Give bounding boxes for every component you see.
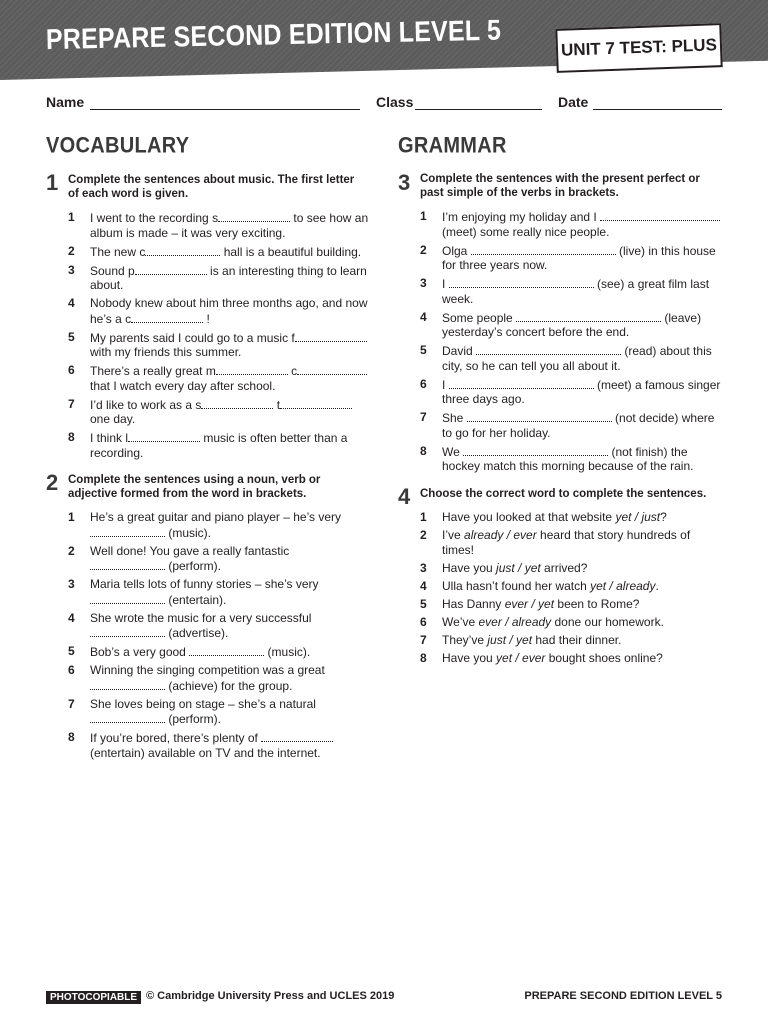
- list-item: 6 Winning the singing competition was a great (achieve) for the group.: [68, 663, 325, 693]
- list-item: 3 Have you just / yet arrived?: [420, 560, 588, 575]
- answer-gap[interactable]: [216, 363, 288, 375]
- vocabulary-heading: VOCABULARY: [46, 134, 190, 159]
- answer-gap[interactable]: [471, 243, 616, 255]
- page-title: PREPARE SECOND EDITION LEVEL 5: [45, 14, 502, 57]
- answer-gap[interactable]: [516, 310, 661, 322]
- list-item: 5 Has Danny ever / yet been to Rome?: [420, 596, 640, 611]
- date-field[interactable]: [593, 109, 722, 110]
- answer-gap[interactable]: [600, 209, 720, 221]
- answer-gap[interactable]: [449, 377, 594, 389]
- list-item: 1 Have you looked at that website yet / just?: [420, 510, 667, 524]
- list-item: 7 They’ve just / yet had their dinner.: [420, 632, 622, 647]
- list-item: 8 Have you yet / ever bought shoes online?: [420, 650, 663, 665]
- list-item: 6 I (meet) a famous singer three days ago.: [420, 376, 721, 406]
- list-item: 5 Bob’s a very good (music).: [68, 644, 311, 659]
- word-choice[interactable]: ever / yet: [504, 596, 555, 611]
- answer-gap[interactable]: [463, 444, 608, 456]
- answer-gap[interactable]: [90, 711, 165, 723]
- list-item: 4 Nobody knew about him three months ago, and now he’s a c !: [68, 296, 368, 326]
- answer-gap[interactable]: [189, 644, 264, 656]
- answer-gap[interactable]: [135, 263, 207, 275]
- unit-badge: UNIT 7 TEST: PLUS: [555, 23, 722, 73]
- list-item: 1 I went to the recording s to see how an album is made – it was very exciting.: [68, 210, 369, 240]
- answer-gap[interactable]: [90, 525, 165, 537]
- list-item: 8 I think l music is often better than a recording.: [68, 430, 348, 460]
- exercise-3-number: 3: [398, 170, 411, 195]
- answer-gap[interactable]: [467, 410, 612, 422]
- exercise-4-items: [420, 510, 720, 669]
- word-choice[interactable]: just / yet: [496, 560, 541, 575]
- answer-gap[interactable]: [261, 730, 333, 742]
- word-choice[interactable]: already / ever: [464, 528, 537, 542]
- list-item: 2 The new c hall is a beautiful building.: [68, 243, 362, 259]
- photocopiable-badge: PHOTOCOPIABLE: [46, 991, 141, 1004]
- copyright-text: © Cambridge University Press and UCLES 2019: [146, 990, 395, 1002]
- answer-gap[interactable]: [90, 678, 165, 690]
- class-label: Class: [376, 94, 414, 110]
- list-item: 2 Olga (live) in this house for three years now.: [420, 242, 716, 272]
- answer-gap[interactable]: [449, 276, 594, 288]
- exercise-1-number: 1: [46, 170, 59, 195]
- exercise-2-items: [68, 510, 360, 764]
- list-item: 2 I’ve already / ever heard that story hundreds of times!: [420, 528, 691, 557]
- exercise-4-instruction: Choose the correct word to complete the sentences.: [420, 488, 707, 500]
- list-item: 5 David (read) about this city, so he can tell you all about it.: [420, 343, 712, 373]
- list-item: 8 We (not finish) the hockey match this morning because of the rain.: [420, 443, 694, 473]
- answer-gap[interactable]: [90, 592, 165, 604]
- list-item: 4 Ulla hasn’t found her watch yet / already.: [420, 578, 659, 593]
- list-item: 7 I’d like to work as a s t one day.: [68, 397, 370, 427]
- list-item: 3 Maria tells lots of funny stories – she’s very (entertain).: [68, 577, 319, 607]
- list-item: 1 I’m enjoying my holiday and I (meet) some really nice people.: [420, 209, 722, 239]
- list-item: 2 Well done! You gave a really fantastic (perform).: [68, 543, 290, 573]
- name-label: Name: [46, 94, 85, 110]
- exercise-3-items: [420, 209, 722, 477]
- answer-gap[interactable]: [128, 430, 200, 442]
- word-choice[interactable]: just / yet: [487, 632, 533, 647]
- list-item: 7 She (not decide) where to go for her holiday.: [420, 410, 715, 440]
- list-item: 7 She loves being on stage – she’s a natural (perform).: [68, 696, 316, 726]
- answer-gap[interactable]: [476, 343, 621, 355]
- student-details: [46, 94, 722, 114]
- list-item: 4 She wrote the music for a very successful (advertise).: [68, 610, 312, 640]
- class-field[interactable]: [415, 109, 542, 110]
- exercise-4-number: 4: [398, 484, 411, 509]
- grammar-heading: GRAMMAR: [398, 134, 507, 159]
- footer-title: PREPARE SECOND EDITION LEVEL 5: [524, 990, 722, 1002]
- exercise-1-items: [68, 210, 370, 464]
- date-label: Date: [558, 94, 589, 110]
- answer-gap[interactable]: [297, 363, 367, 375]
- answer-gap[interactable]: [201, 397, 273, 409]
- list-item: 6 There’s a really great m c that I watch every day after school.: [68, 363, 370, 393]
- list-item: 3 I (see) a great film last week.: [420, 276, 710, 306]
- answer-gap[interactable]: [90, 625, 165, 637]
- answer-gap[interactable]: [295, 330, 367, 342]
- list-item: 6 We’ve ever / already done our homework.: [420, 614, 664, 629]
- page-footer: [46, 990, 722, 1006]
- answer-gap[interactable]: [145, 244, 220, 256]
- list-item: 1 He’s a great guitar and piano player – he’s very (music).: [68, 510, 342, 540]
- answer-gap[interactable]: [90, 558, 165, 570]
- list-item: 8 If you’re bored, there’s plenty of (entertain) available on TV and the internet.: [68, 730, 360, 760]
- exercise-1-instruction: Complete the sentences about music. The first letter of each word is given.: [68, 174, 355, 200]
- answer-gap[interactable]: [218, 210, 290, 222]
- word-choice[interactable]: yet / just: [615, 510, 661, 524]
- list-item: 4 Some people (leave) yesterday’s concert before the end.: [420, 309, 702, 339]
- word-choice[interactable]: yet / ever: [496, 650, 546, 665]
- answer-gap[interactable]: [131, 311, 203, 323]
- list-item: 5 My parents said I could go to a music f with my friends this summer.: [68, 330, 370, 360]
- word-choice[interactable]: ever / already: [478, 614, 552, 629]
- list-item: 3 Sound p is an interesting thing to learn about.: [68, 262, 367, 292]
- exercise-2-instruction: Complete the sentences using a noun, verb or adjective formed from the word in brackets.: [68, 474, 321, 500]
- exercise-2-number: 2: [46, 470, 59, 495]
- exercise-3-instruction: Complete the sentences with the present perfect or past simple of the verbs in brackets.: [420, 173, 700, 199]
- word-choice[interactable]: yet / already: [590, 578, 656, 593]
- answer-gap[interactable]: [280, 397, 352, 409]
- name-field[interactable]: [90, 109, 360, 110]
